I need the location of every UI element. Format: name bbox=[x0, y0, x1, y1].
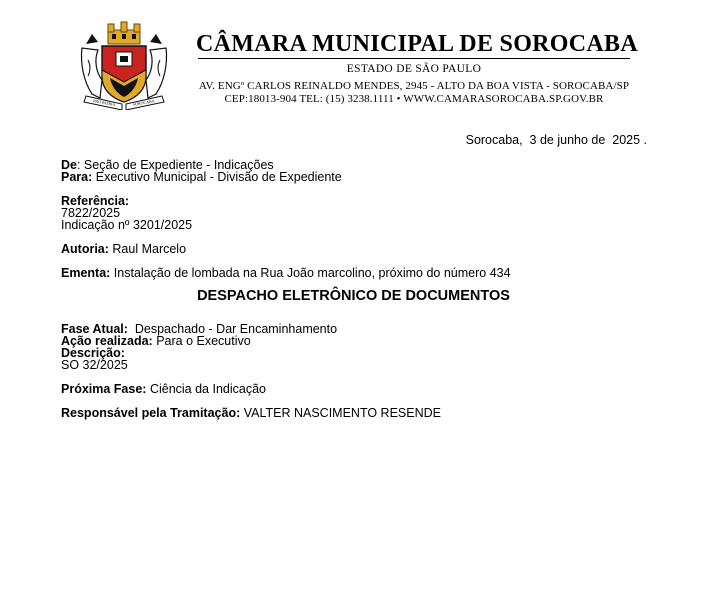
action-value: Para o Executivo bbox=[152, 334, 251, 348]
next-phase-line bbox=[61, 383, 661, 395]
document-title: DESPACHO ELETRÔNICO DE DOCUMENTOS bbox=[197, 288, 510, 304]
summary-label: Ementa: bbox=[61, 266, 111, 280]
to-value: Executivo Municipal - Divisão de Expediente bbox=[92, 170, 342, 184]
organization-block bbox=[196, 30, 638, 106]
responsible-label: Responsável pela Tramitação: bbox=[61, 406, 241, 420]
organization-address: AV. ENGº CARLOS REINALDO MENDES, 2945 - ALTO DA BOA VISTA - SOROCABA/SP bbox=[198, 80, 630, 92]
author-value: Raul Marcelo bbox=[108, 242, 187, 256]
summary-value: Instalação de lombada na Rua João marcolino, próximo do número 434 bbox=[110, 266, 511, 280]
summary-line bbox=[61, 267, 661, 279]
from-value: : Seção de Expediente - Indicações bbox=[76, 158, 274, 172]
crest-ribbon-right-text: SOROCABA bbox=[132, 98, 155, 107]
header-rule bbox=[198, 58, 630, 59]
author-label: Autoria: bbox=[61, 242, 109, 256]
crest-ribbon-left-text: PRO PATRIA bbox=[92, 98, 116, 107]
to-line bbox=[61, 171, 661, 183]
reference-number: 7822/2025 bbox=[61, 206, 121, 220]
organization-state: ESTADO DE SÃO PAULO bbox=[346, 63, 482, 75]
coat-of-arms-icon bbox=[78, 20, 170, 110]
responsible-line bbox=[61, 407, 661, 419]
author-line bbox=[61, 243, 661, 255]
reference-indication: Indicação nº 3201/2025 bbox=[61, 218, 193, 232]
action-label: Ação realizada: bbox=[61, 334, 153, 348]
current-phase-value: Despachado - Dar Encaminhamento bbox=[127, 322, 338, 336]
current-phase-label: Fase Atual: bbox=[61, 322, 128, 336]
letterhead bbox=[0, 0, 706, 120]
to-label: Para: bbox=[61, 170, 93, 184]
document-body bbox=[61, 159, 661, 419]
responsible-value: VALTER NASCIMENTO RESENDE bbox=[240, 406, 441, 420]
from-label: De bbox=[61, 158, 77, 172]
reference-label: Referência: bbox=[61, 194, 130, 208]
organization-name: CÂMARA MUNICIPAL DE SOROCABA bbox=[196, 31, 638, 57]
next-phase-value: Ciência da Indicação bbox=[146, 382, 266, 396]
organization-contact: CEP:18013-904 TEL: (15) 3238.1111 • WWW.CAMARASOROCABA.SP.GOV.BR bbox=[224, 93, 604, 105]
next-phase-label: Próxima Fase: bbox=[61, 382, 147, 396]
action-line bbox=[61, 335, 661, 347]
description-label: Descrição: bbox=[61, 346, 125, 360]
date-line: Sorocaba, 3 de junho de 2025 . bbox=[465, 133, 647, 147]
description-value: SO 32/2025 bbox=[61, 358, 128, 372]
